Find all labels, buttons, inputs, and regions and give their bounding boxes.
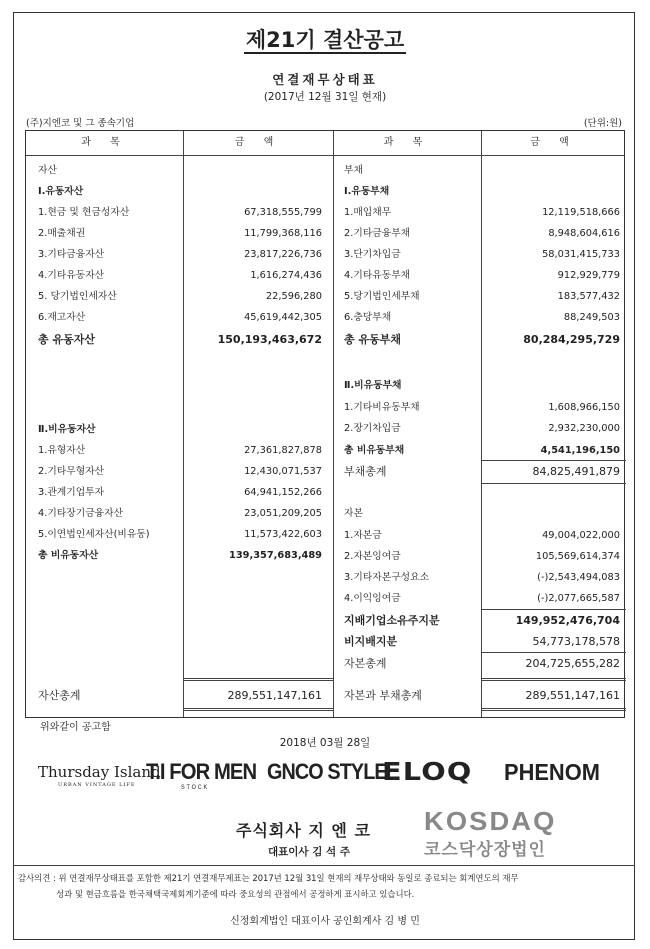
liability-value: 8,948,604,616 — [548, 228, 620, 239]
brand-logos — [34, 757, 614, 793]
liab-equity-total-label: 자본과 부채총계 — [344, 689, 422, 702]
liabilities-total-label: 부채총계 — [344, 465, 387, 478]
double-rule — [481, 708, 626, 711]
liability-label: 1.매입채무 — [344, 207, 392, 218]
divider — [13, 865, 635, 866]
asset-label: 6.재고자산 — [38, 312, 86, 323]
noncurrent-assets-total-value: 139,357,683,489 — [229, 550, 322, 561]
header-amount-right: 금 액 — [530, 137, 577, 148]
liability-label: 5.당기법인세부채 — [344, 291, 420, 302]
asset-value: 27,361,827,878 — [244, 445, 322, 456]
asset-label: 2.기타무형자산 — [38, 466, 105, 477]
liability-label: 4.기타유동부채 — [344, 270, 411, 281]
logo-gnco-style: GNCO STYLE — [267, 759, 387, 784]
asset-value: 12,430,071,537 — [244, 466, 322, 477]
asset-label: 3.기타금융자산 — [38, 249, 105, 260]
announcement-note: 위와같이 공고함 — [40, 722, 111, 733]
logo-ti-for-men: T.I FOR MEN STOCK — [146, 759, 257, 791]
double-rule — [183, 678, 333, 681]
header-amount-left: 금 액 — [234, 137, 282, 148]
equity-value: 105,569,614,374 — [535, 551, 620, 562]
asset-label: 1.유형자산 — [38, 445, 86, 456]
liability-value: 58,031,415,733 — [542, 249, 620, 260]
col-divider — [481, 131, 482, 717]
current-liabilities-total-value: 80,284,295,729 — [523, 333, 620, 346]
rule — [481, 652, 626, 653]
equity-label: 3.기타자본구성요소 — [344, 572, 430, 583]
header-item-left: 과 목 — [81, 137, 128, 148]
noncurrent-assets-total-label: 총 비유동자산 — [38, 550, 99, 561]
section-assets: 자산 — [38, 165, 57, 176]
noncurrent-assets-head: Ⅱ.비유동자산 — [38, 424, 96, 435]
asset-value: 11,573,422,603 — [244, 529, 322, 540]
col-divider — [183, 131, 184, 717]
statement-title: 연결재무상태표 — [272, 72, 378, 87]
double-rule — [183, 708, 333, 711]
asset-label: 5. 당기법인세자산 — [38, 291, 117, 302]
logo-kosdaq: KOSDAQ — [424, 806, 557, 836]
current-liabilities-total-label: 총 유동부채 — [344, 333, 401, 346]
equity-label: 1.자본금 — [344, 530, 382, 541]
liability-value: 2,932,230,000 — [548, 423, 620, 434]
statement-date: (2017년 12월 31일 현재) — [263, 91, 387, 103]
rule — [481, 460, 626, 461]
asset-value: 22,596,280 — [265, 291, 322, 302]
liabilities-total-value: 84,825,491,879 — [532, 465, 620, 478]
asset-value: 45,619,442,305 — [244, 312, 322, 323]
owners-equity-value: 149,952,476,704 — [515, 614, 620, 627]
auditor-signature: 신정회계법인 대표이사 공인회계사 김 병 민 — [230, 916, 420, 927]
equity-label: 2.자본잉여금 — [344, 551, 401, 562]
header-divider — [26, 155, 624, 156]
liability-value: 12,119,518,666 — [542, 207, 620, 218]
company-scope: (주)지엔코 및 그 종속기업 — [26, 118, 135, 129]
asset-label: 1.현금 및 현금성자산 — [38, 207, 130, 218]
balance-sheet-table — [25, 130, 625, 718]
liability-value: 183,577,432 — [557, 291, 620, 302]
liability-label: 6.충당부채 — [344, 312, 392, 323]
equity-value: 49,004,022,000 — [542, 530, 620, 541]
equity-total-value: 204,725,655,282 — [525, 657, 620, 670]
liability-value: 88,249,503 — [563, 312, 620, 323]
audit-line: 감사의견 : 위 연결재무상태표를 포함한 제21기 연결재무제표는 2017년 12월 31일 현재의 재무상태와 동일로 종료되는 회계연도의 재무 — [18, 873, 519, 883]
asset-value: 64,941,152,266 — [244, 487, 322, 498]
company-name: 주식회사 지 엔 코 — [236, 821, 371, 840]
asset-value: 67,318,555,799 — [244, 207, 322, 218]
owners-equity-label: 지배기업소유주지분 — [344, 614, 440, 627]
asset-label: 3.관계기업투자 — [38, 487, 105, 498]
assets-total-value: 289,551,147,161 — [227, 689, 322, 702]
asset-value: 11,799,368,116 — [244, 228, 322, 239]
nci-value: 54,773,178,578 — [532, 635, 620, 648]
noncurrent-liabilities-total-label: 총 비유동부채 — [344, 445, 405, 456]
equity-total-label: 자본총계 — [344, 657, 387, 670]
rule — [481, 609, 626, 610]
section-equity: 자본 — [344, 508, 363, 519]
asset-label: 4.기타장기금융자산 — [38, 508, 124, 519]
asset-value: 1,616,274,436 — [250, 270, 322, 281]
double-rule — [481, 678, 626, 681]
asset-label: 5.이연법인세자산(비유동) — [38, 529, 150, 540]
audit-line: 성과 및 현금흐름을 한국채택국제회계기준에 따라 중요성의 관점에서 공정하게 표시하고 있습니다. — [56, 889, 415, 899]
current-assets-total-label: 총 유동자산 — [38, 333, 95, 346]
col-divider-center — [333, 131, 334, 717]
nci-label: 비지배지분 — [344, 635, 398, 648]
liability-label: 2.기타금융부채 — [344, 228, 411, 239]
logo-eloq: ELOQ — [382, 757, 473, 786]
liability-label: 3.단기차입금 — [344, 249, 401, 260]
equity-value: (-)2,543,494,083 — [537, 572, 620, 583]
ceo-name: 대표이사 김 석 주 — [268, 846, 350, 858]
noncurrent-liabilities-head: Ⅱ.비유동부채 — [344, 380, 402, 391]
liab-equity-total-value: 289,551,147,161 — [525, 689, 620, 702]
asset-label: 2.매출채권 — [38, 228, 86, 239]
asset-value: 23,817,226,736 — [244, 249, 322, 260]
unit-label: (단위:원) — [583, 118, 622, 129]
current-assets-total-value: 150,193,463,672 — [217, 333, 322, 346]
equity-label: 4.이익잉여금 — [344, 593, 401, 604]
asset-value: 23,051,209,205 — [244, 508, 322, 519]
current-liabilities-head: Ⅰ.유동부채 — [344, 186, 390, 197]
logo-thursday-island: Thursday Island URBAN VINTAGE LIFE — [38, 763, 161, 788]
asset-label: 4.기타유동자산 — [38, 270, 105, 281]
current-assets-head: Ⅰ.유동자산 — [38, 186, 84, 197]
notice-title: 제21기 결산공고 — [245, 28, 405, 52]
liability-value: 912,929,779 — [557, 270, 620, 281]
liability-label: 2.장기차입금 — [344, 423, 401, 434]
noncurrent-liabilities-total-value: 4,541,196,150 — [540, 445, 620, 456]
liability-label: 1.기타비유동부채 — [344, 402, 420, 413]
publication-date: 2018년 03월 28일 — [279, 737, 371, 749]
equity-value: (-)2,077,665,587 — [537, 593, 620, 604]
section-liabilities: 부채 — [344, 165, 363, 176]
liability-value: 1,608,966,150 — [548, 402, 620, 413]
audit-opinion — [18, 870, 618, 902]
assets-total-label: 자산총계 — [38, 689, 81, 702]
rule — [481, 483, 626, 484]
kosdaq-listed-label: 코스닥상장법인 — [424, 840, 546, 860]
logo-phenom: PHENOM — [504, 759, 600, 785]
header-item-right: 과 목 — [383, 137, 431, 148]
